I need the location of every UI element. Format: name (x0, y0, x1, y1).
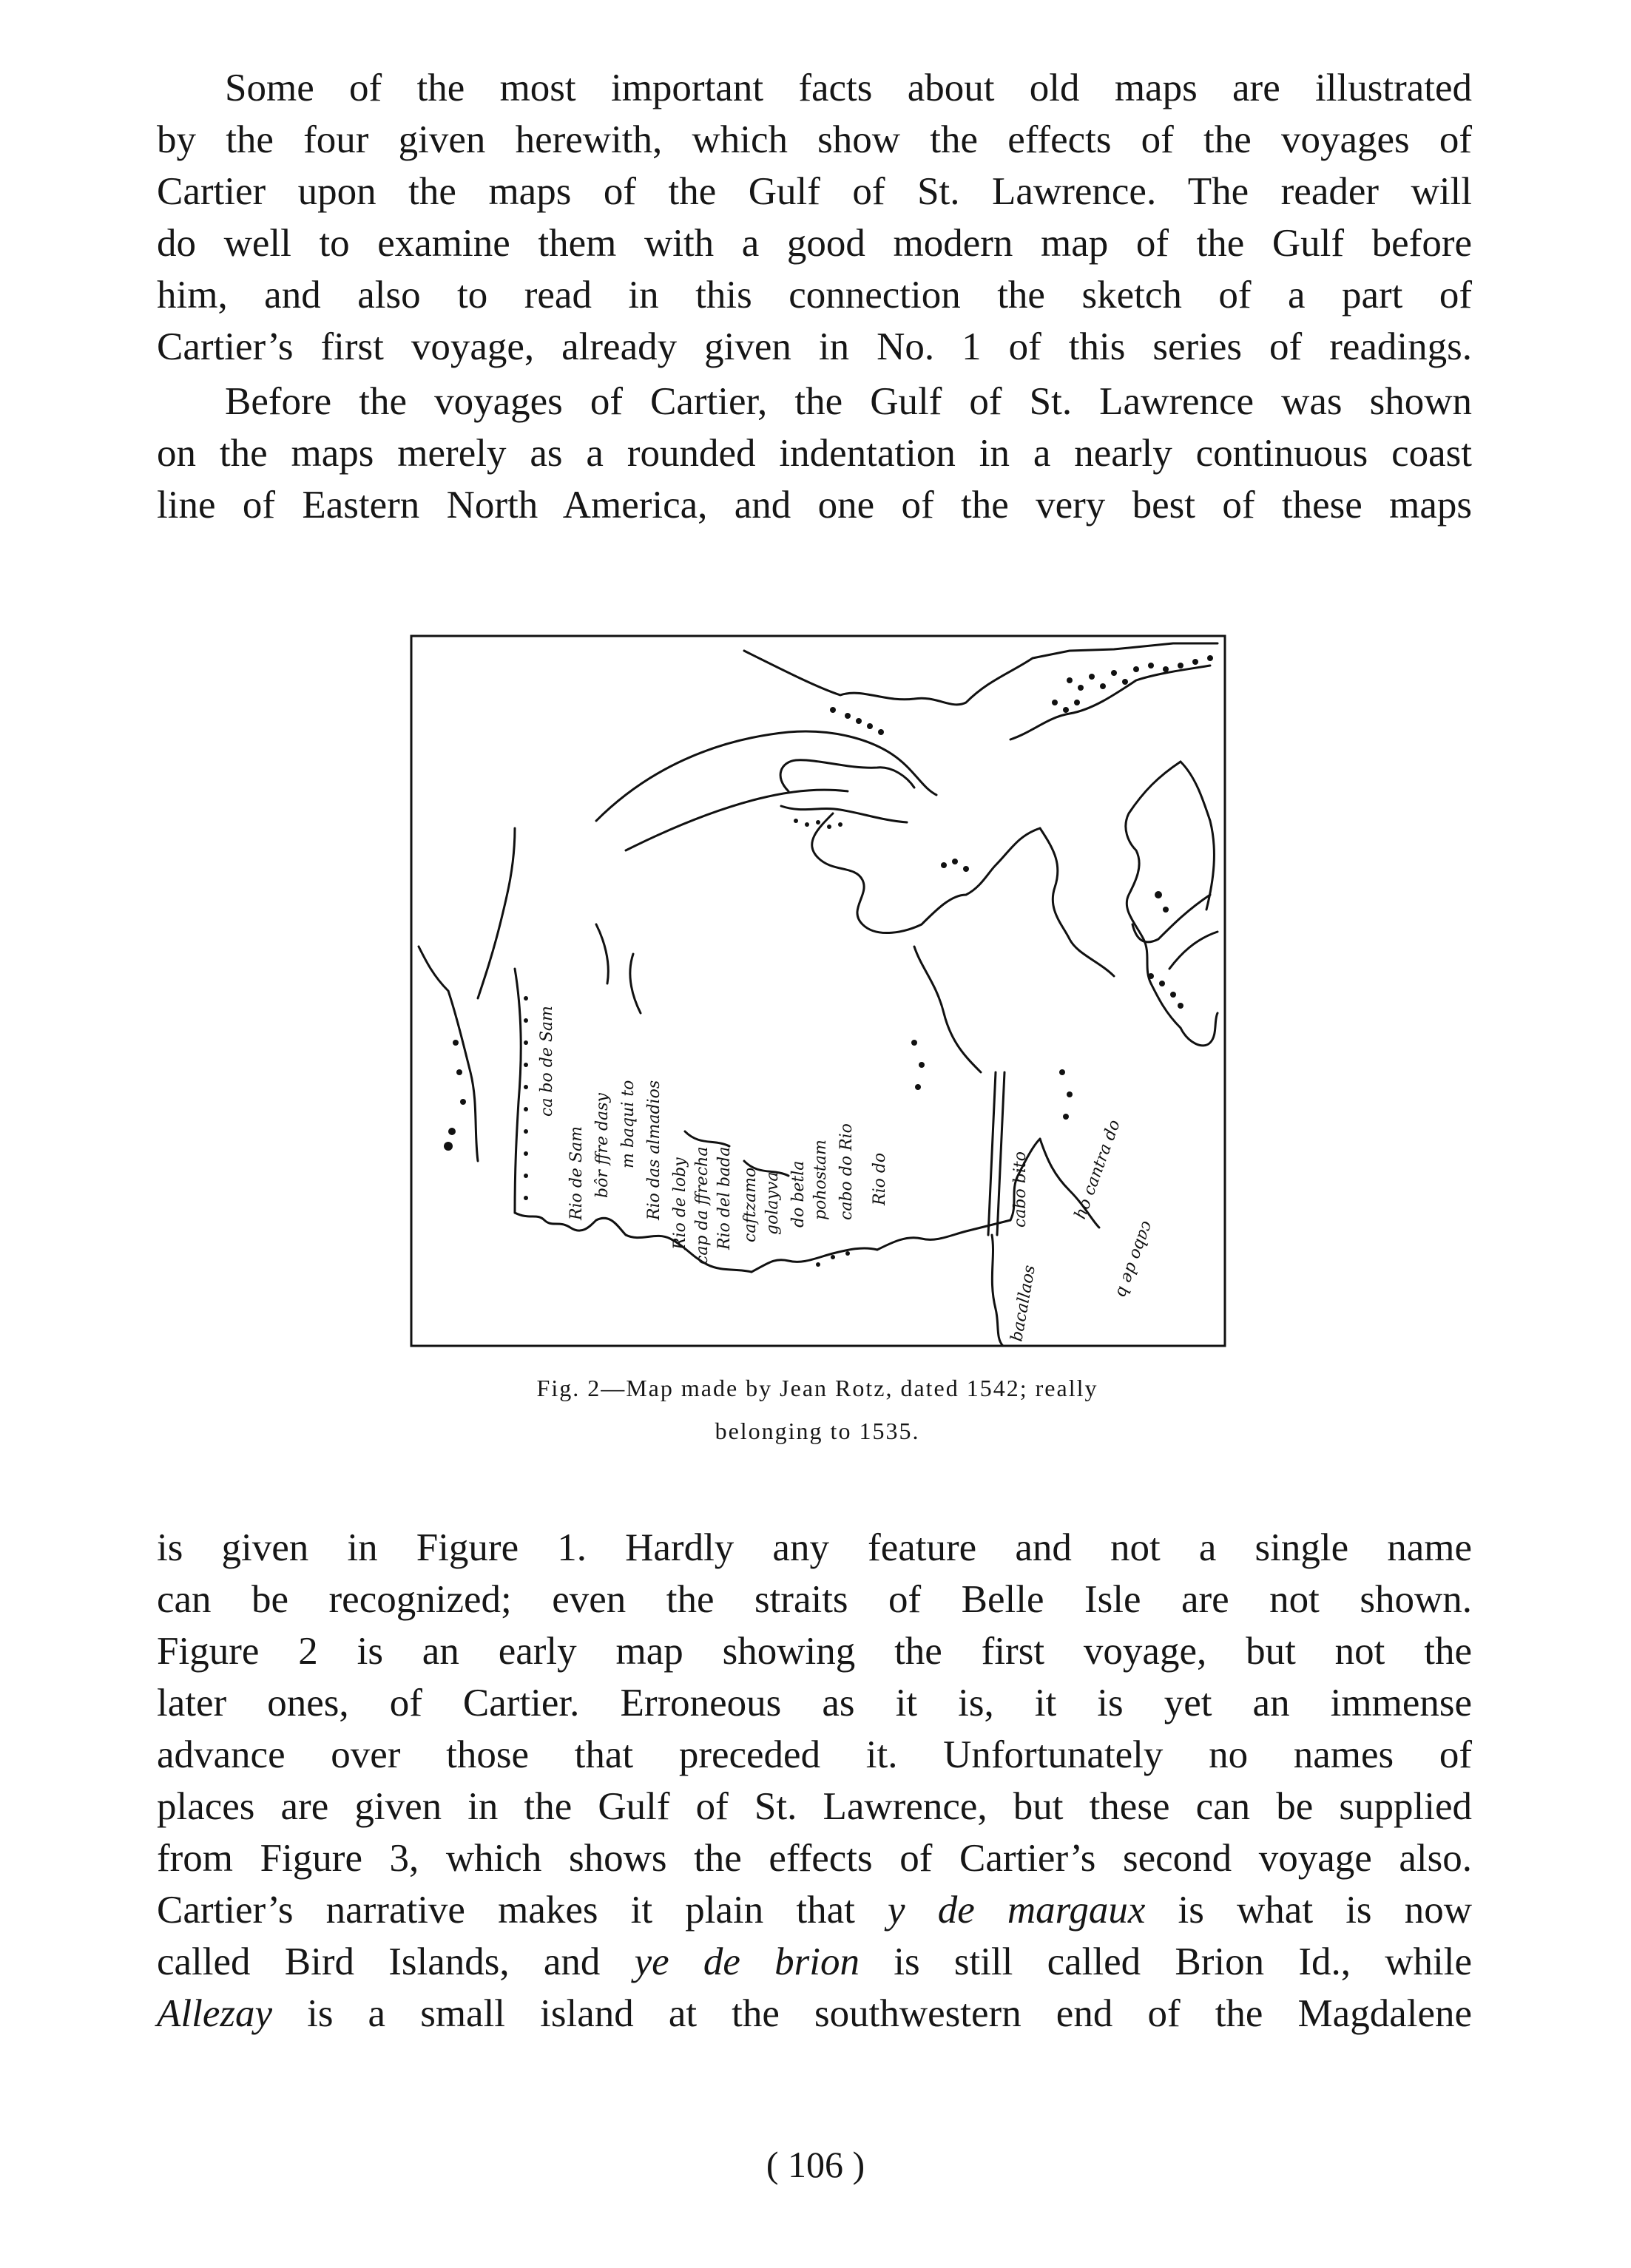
map-label: cabo bito (1011, 1151, 1030, 1228)
paragraph-3 (157, 1522, 1472, 2039)
map-label: cabo de b (1112, 1218, 1157, 1300)
text-line: from Figure 3, which shows the effects of Cartier’s second voyage also. (157, 1837, 1472, 1880)
paragraph-1 (157, 62, 1472, 373)
map-label: golayva (763, 1171, 782, 1235)
map-label: caftzamo (741, 1167, 760, 1242)
caption-line: Fig. 2—Map made by Jean Rotz, dated 1542; really (536, 1375, 1098, 1401)
map-label: Rio de Sam (567, 1126, 586, 1220)
map-label: cap da ffrecha (693, 1146, 712, 1265)
text-run: is a small island at the southwestern end of the Magdalene (272, 1992, 1472, 2035)
text-line: line of Eastern North America, and one of the very best of these maps (157, 484, 1472, 527)
map-label: bacallaos (1007, 1263, 1040, 1344)
map-label: ca bo de Sam (538, 1006, 556, 1117)
map-frame (411, 636, 1225, 1346)
map-place-names (538, 1006, 1157, 1343)
text-run: is what is now (1145, 1889, 1472, 1932)
map-label: bôr ffre dasy (593, 1093, 612, 1198)
map-illustration (404, 629, 1232, 1358)
italic-term: ye de brion (634, 1940, 860, 1983)
text-line: do well to examine them with a good modern map of the Gulf before (157, 222, 1472, 265)
map-label: do betla (789, 1160, 808, 1228)
map-label: m baqui to (619, 1080, 638, 1168)
figure-map (404, 629, 1232, 1358)
text-line: advance over those that preceded it. Unfortunately no names of (157, 1733, 1472, 1776)
text-line: him, and also to read in this connection the sketch of a part of (157, 274, 1472, 316)
text-run: Cartier’s narrative makes it plain that (157, 1889, 888, 1932)
map-coastlines (419, 643, 1218, 1346)
map-label: ho cantra do (1071, 1117, 1124, 1222)
text-line: is given in Figure 1. Hardly any feature and not a single name (157, 1526, 1472, 1569)
italic-term: y de margaux (888, 1889, 1146, 1932)
text-line: Some of the most important facts about old maps are illustrated (225, 67, 1472, 109)
paragraph-2 (157, 376, 1472, 531)
text-line (157, 1884, 1472, 1936)
text-line: by the four given herewith, which show the effects of the voyages of (157, 118, 1472, 161)
text-line: places are given in the Gulf of St. Lawrence, but these can be supplied (157, 1785, 1472, 1828)
caption-line: belonging to 1535. (715, 1418, 920, 1444)
text-line (157, 1936, 1472, 1988)
map-label: Rio de loby (671, 1157, 689, 1250)
map-label: pohostam (811, 1140, 830, 1220)
figure-caption (325, 1367, 1309, 1452)
text-run: called Bird Islands, and (157, 1940, 635, 1983)
text-line: can be recognized; even the straits of Belle Isle are not shown. (157, 1578, 1472, 1621)
text-line: Before the voyages of Cartier, the Gulf of St. Lawrence was shown (225, 380, 1472, 423)
text-line (157, 1988, 1472, 2039)
map-label: cabo do Rio (837, 1123, 856, 1220)
map-label: Rio del bada (715, 1146, 734, 1250)
text-line: Cartier’s first voyage, already given in No. 1 of this series of readings. (157, 325, 1472, 368)
map-label: Rio das almadios (645, 1080, 663, 1220)
text-line: Cartier upon the maps of the Gulf of St. Lawrence. The reader will (157, 170, 1472, 213)
map-label: Rio do (871, 1152, 889, 1205)
text-run: is still called Brion Id., while (860, 1940, 1472, 1983)
italic-term: Allezay (157, 1992, 272, 2035)
text-line: on the maps merely as a rounded indentation in a nearly continuous coast (157, 432, 1472, 475)
text-line: Figure 2 is an early map showing the first voyage, but not the (157, 1630, 1472, 1673)
page-number: ( 106 ) (766, 2144, 865, 2185)
text-line: later ones, of Cartier. Erroneous as it is, it is yet an immense (157, 1682, 1472, 1724)
